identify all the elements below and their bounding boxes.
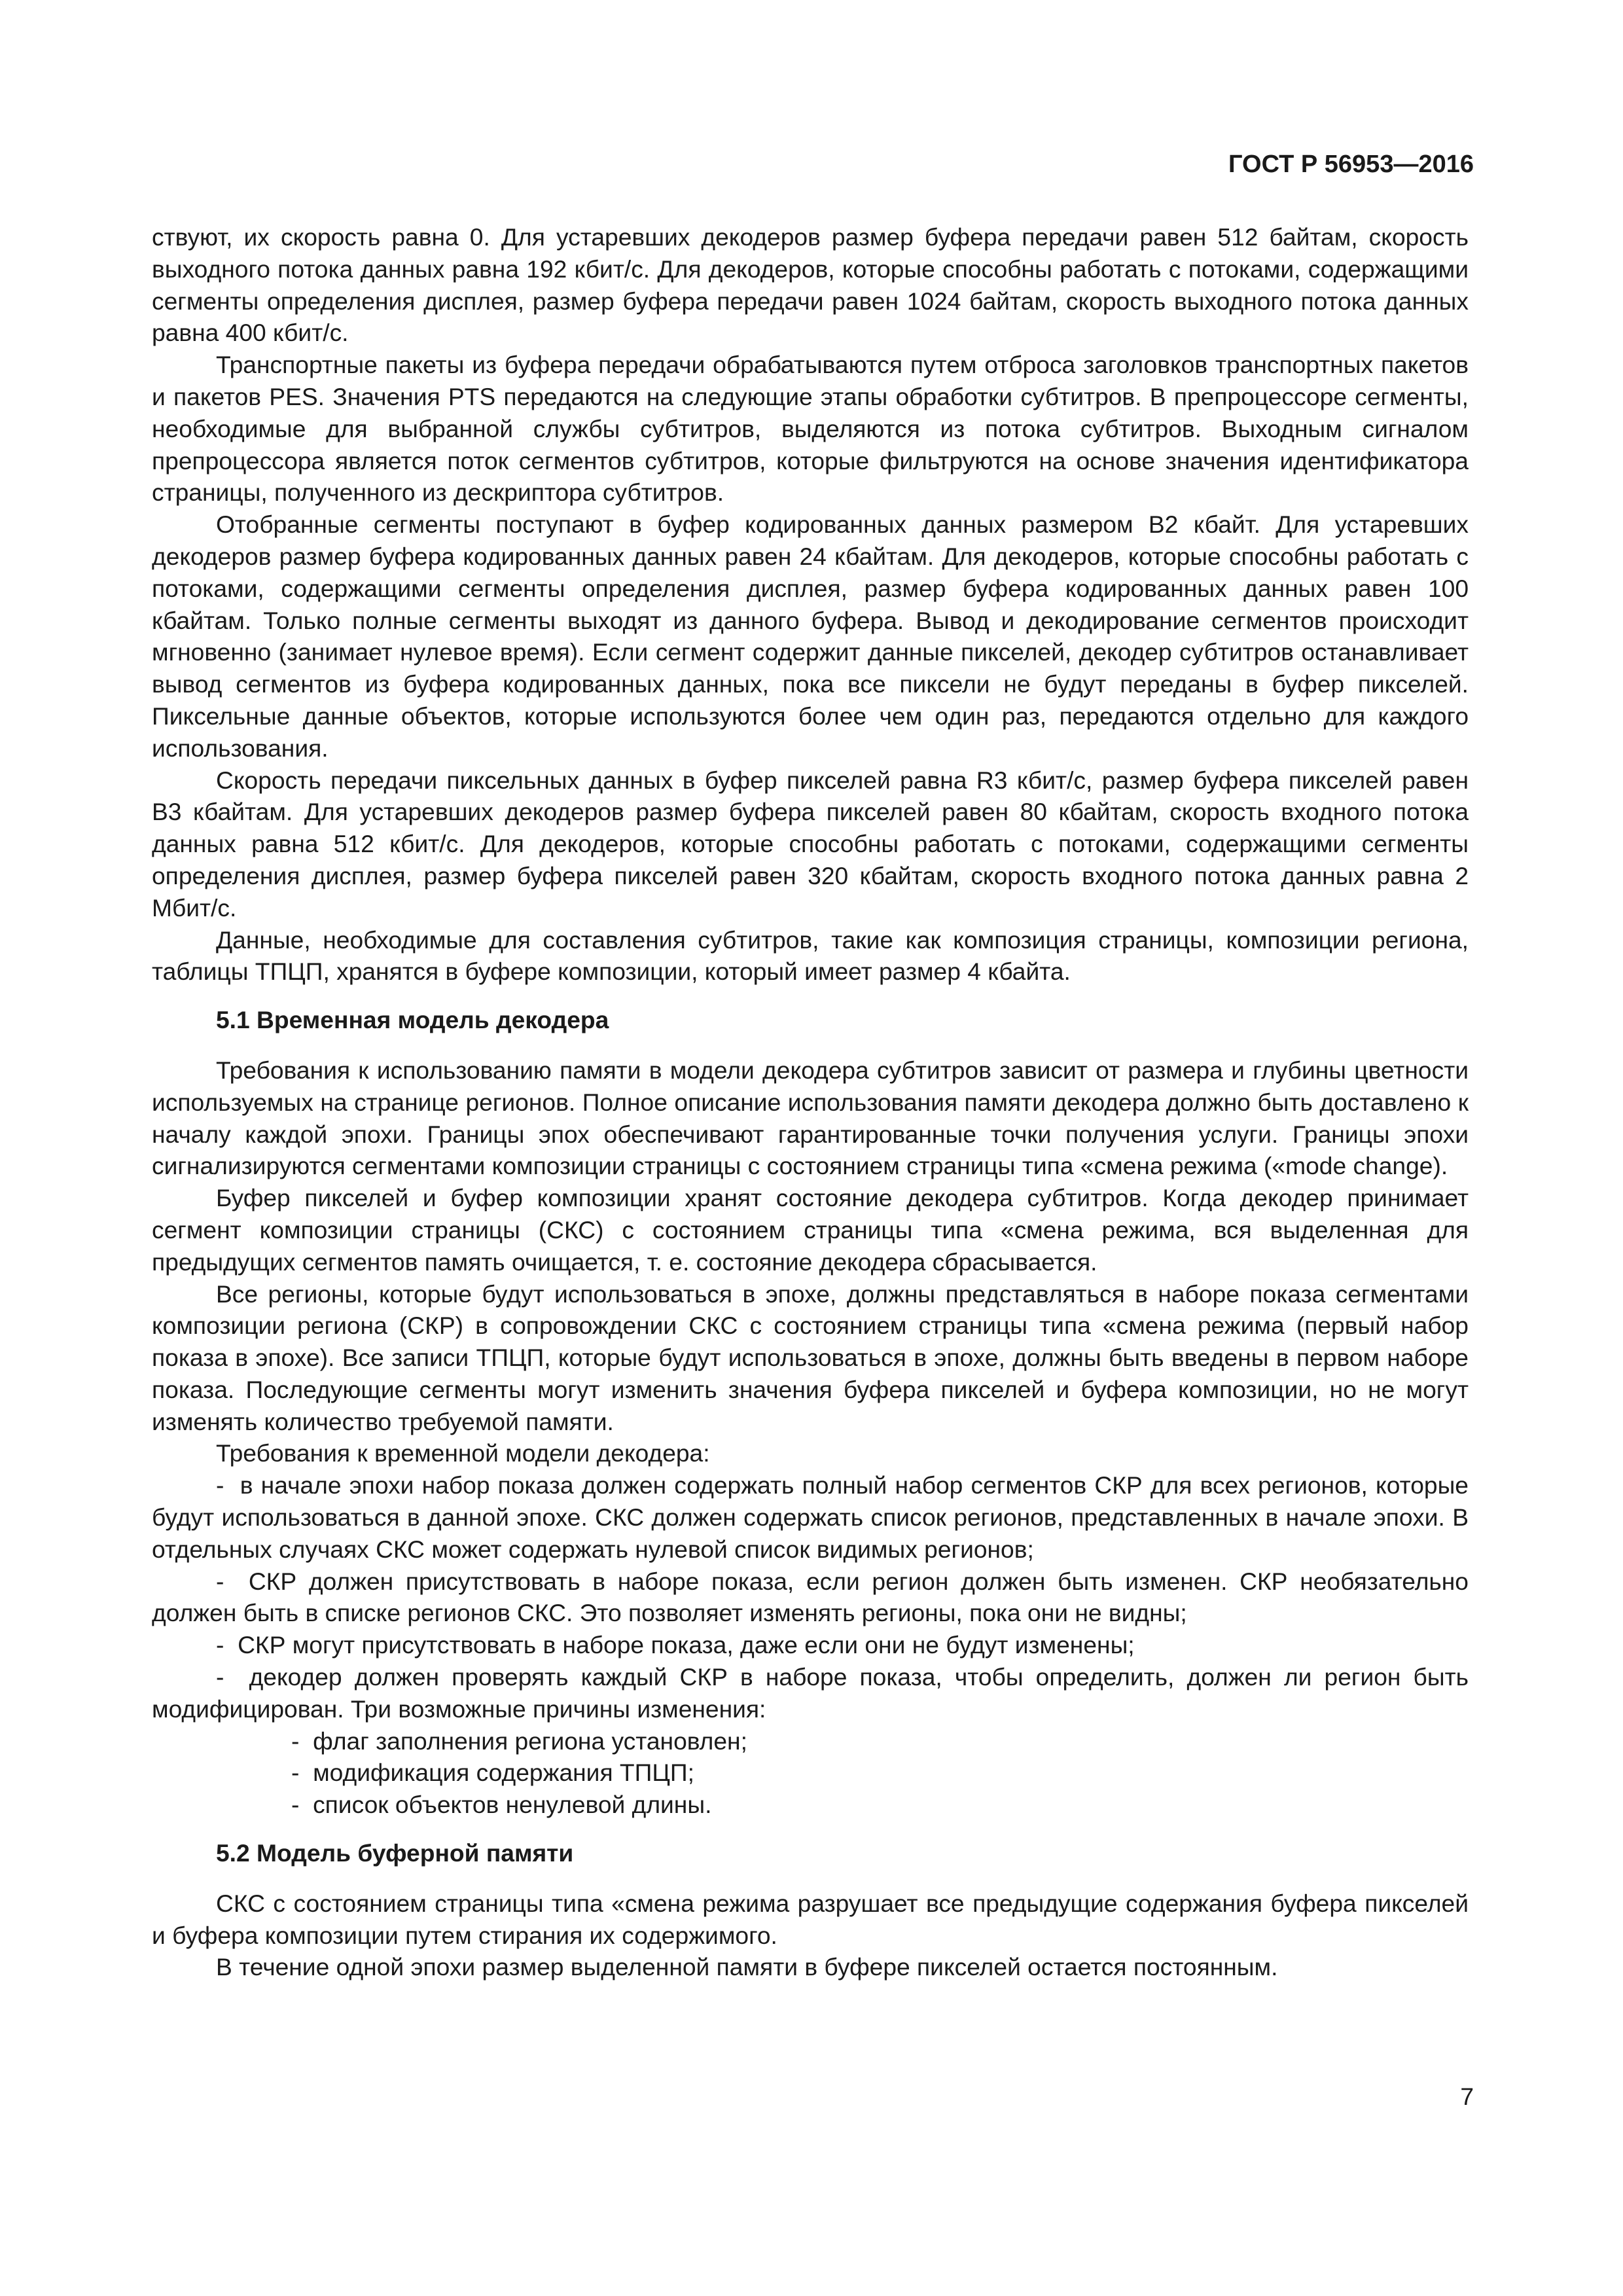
- document-body: [152, 221, 1469, 1983]
- document-code-header: ГОСТ Р 56953—2016: [1228, 151, 1474, 178]
- paragraph: Требования к временной модели декодера:: [216, 1439, 710, 1467]
- list-item: - в начале эпохи набор показа должен содержать полный набор сегментов СКР для всех регионов, которые будут использоваться в данной эпохе. СКС должен содержать список регионов, представленных в начале эпохи. В отдельных случаях СКС может содержать нулевой список видимых регионов;: [152, 1469, 1469, 1565]
- paragraph: Все регионы, которые будут использоваться в эпохе, должны представляться в наборе показа сегментами композиции региона (СКР) в сопровождении СКС с состоянием страницы типа «смена режима (первый набор показа в эпохе). Все записи ТПЦП, которые будут использоваться в эпохе, должны быть введены в первом наборе показа. Последующие сегменты могут изменить значения буфера пикселей и буфера композиции, но не могут изменять количество требуемой памяти.: [152, 1280, 1469, 1435]
- sub-list-item: - флаг заполнения региона установлен;: [291, 1725, 1469, 1757]
- paragraph: Скорость передачи пиксельных данных в буфер пикселей равна R3 кбит/с, размер буфера пикселей равен B3 кбайтам. Для устаревших декодеров размер буфера пикселей равен 80 кбайтам, скорость входного потока данных равна 512 кбит/с. Для декодеров, которые способны работать с потоками, содержащими сегменты определения дисплея, размер буфера пикселей равен 320 кбайтам, скорость входного потока данных равна 2 Мбит/с.: [152, 766, 1469, 922]
- paragraph: Отобранные сегменты поступают в буфер кодированных данных размером B2 кбайт. Для устаревших декодеров размер буфера кодированных данных равен 24 кбайтам. Для декодеров, которые способны работать с потоками, содержащими сегменты определения дисплея, размер буфера кодированных данных равен 100 кбайтам. Только полные сегменты выходят из данного буфера. Вывод и декодирование сегментов происходит мгновенно (занимает нулевое время). Если сегмент содержит данные пикселей, декодер субтитров останавливает вывод сегментов из буфера кодированных данных, пока все пиксели не будут переданы в буфер пикселей. Пиксельные данные объектов, которые используются более чем один раз, передаются отдельно для каждого использования.: [152, 511, 1469, 762]
- page-number: 7: [1460, 2083, 1474, 2110]
- paragraph: Транспортные пакеты из буфера передачи обрабатываются путем отброса заголовков транспортных пакетов и пакетов PES. Значения PTS передаются на следующие этапы обработки субтитров. В препроцессоре сегменты, необходимые для выбранной службы субтитров, выделяются из потока субтитров. Выходным сигналом препроцессора является поток сегментов субтитров, которые фильтруются на основе значения идентификатора страницы, полученного из дескриптора субтитров.: [152, 351, 1469, 507]
- section-heading-5-2: 5.2 Модель буферной памяти: [216, 1839, 574, 1867]
- list-item: - декодер должен проверять каждый СКР в наборе показа, чтобы определить, должен ли регион быть модифицирован. Три возможные причины изменения:: [152, 1661, 1469, 1725]
- paragraph: Требования к использованию памяти в модели декодера субтитров зависит от размера и глубины цветности используемых на странице регионов. Полное описание использования памяти декодера должно быть доставлено к началу каждой эпохи. Границы эпох обеспечивают гарантированные точки получения услуги. Границы эпохи сигнализируются сегментами композиции страницы с состоянием страницы типа «смена режима («mode change).: [152, 1056, 1469, 1180]
- paragraph: Буфер пикселей и буфер композиции хранят состояние декодера субтитров. Когда декодер принимает сегмент композиции страницы (СКС) с состоянием страницы типа «смена режима, вся выделенная для предыдущих сегментов память очищается, т. е. состояние декодера сбрасывается.: [152, 1184, 1469, 1276]
- paragraph: СКС с состоянием страницы типа «смена режима разрушает все предыдущие содержания буфера пикселей и буфера композиции путем стирания их содержимого.: [152, 1889, 1469, 1949]
- list-item: - СКР должен присутствовать в наборе показа, если регион должен быть изменен. СКР необязательно должен быть в списке регионов СКС. Это позволяет изменять регионы, пока они не видны;: [152, 1566, 1469, 1630]
- requirements-list: [152, 1469, 1469, 1725]
- list-item: - СКР могут присутствовать в наборе показа, даже если они не будут изменены;: [152, 1629, 1469, 1661]
- paragraph: В течение одной эпохи размер выделенной памяти в буфере пикселей остается постоянным.: [216, 1953, 1278, 1981]
- sub-list-item: - модификация содержания ТПЦП;: [291, 1757, 1469, 1789]
- change-reasons-list: [152, 1725, 1469, 1821]
- paragraph: ствуют, их скорость равна 0. Для устаревших декодеров размер буфера передачи равен 512 байтам, скорость выходного потока данных равна 192 кбит/с. Для декодеров, которые способны работать с потоками, содержащими сегменты определения дисплея, размер буфера передачи равен 1024 байтам, скорость выходного потока данных равна 400 кбит/с.: [152, 223, 1469, 347]
- section-heading-5-1: 5.1 Временная модель декодера: [216, 1006, 609, 1034]
- sub-list-item: - список объектов ненулевой длины.: [291, 1789, 1469, 1821]
- paragraph: Данные, необходимые для составления субтитров, такие как композиция страницы, композиции региона, таблицы ТПЦП, хранятся в буфере композиции, который имеет размер 4 кбайта.: [152, 925, 1469, 986]
